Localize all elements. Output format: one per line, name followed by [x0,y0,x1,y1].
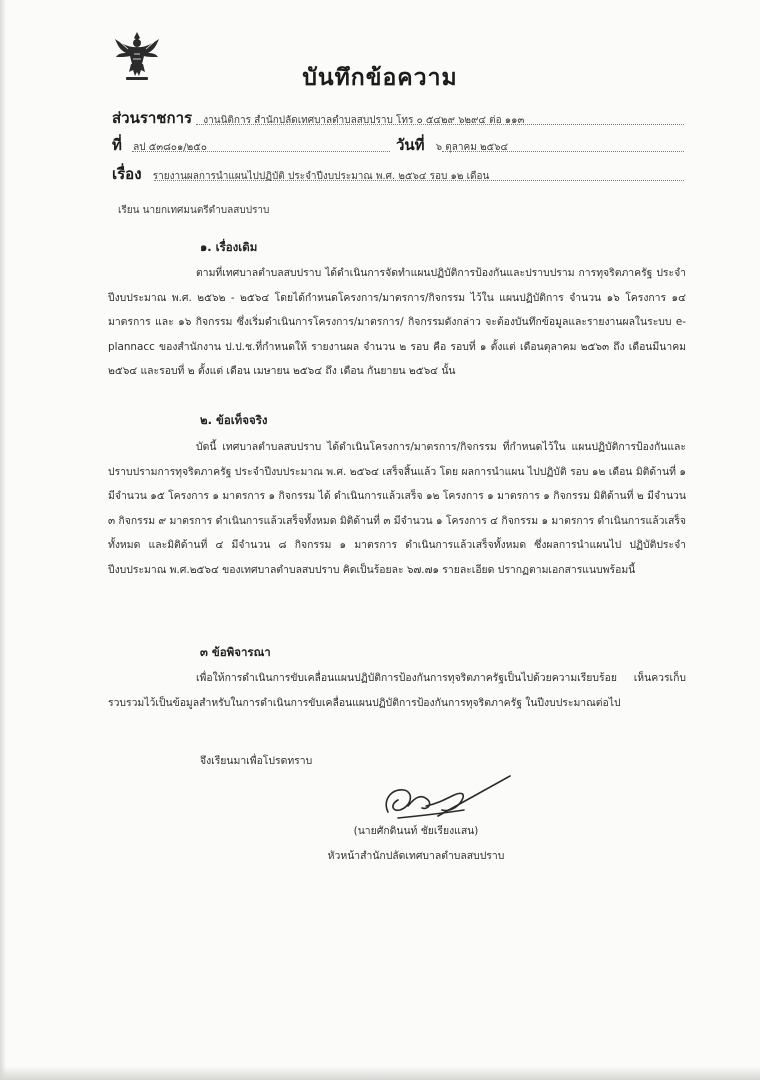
paragraph-line: บัดนี้ เทศบาลตำบลสบปราบ ได้ดำเนินโครงการ/มาตรการ/กิจกรรม ที่กำหนดไว้ใน [196,441,566,453]
paragraph-line: เห็นควรเก็บรวบรวมไว้เป็นข้อมูลสำหรับในการดำเนินการขับเคลื่อนแผนปฏิบัติการป้องกันการทุจริตภาครัฐ [108,672,686,709]
agency-underline [196,124,684,125]
recipient-line: เรียน นายกเทศมนตรีตำบลสบปราบ [118,205,270,216]
section-heading-facts: ๒. ข้อเท็จจริง [200,413,268,427]
scan-bottom-edge [0,1066,760,1080]
date-label: วันที่ [396,136,425,154]
agency-label: ส่วนราชการ [112,109,193,127]
date-underline [442,151,684,152]
paragraph-line: ผลการนำแผน ไปปฏิบัติ รอบ ๑๒ เดือน มิติด้านที่ ๑ มีจำนวน ๑๕ โครงการ ๑ มาตรการ ๑ กิจกรรม ได้ [108,465,686,502]
agency-value: งานนิติการ สำนักปลัดเทศบาลตำบลสบปราบ โทร ๐ ๕๔๒๙ ๖๒๙๔ ต่อ ๑๑๓ [203,115,525,126]
paragraph-line: การทุจริตภาครัฐ ประจำปีงบประมาณ พ.ศ. ๒๕๖๒ - ๒๕๖๔ โดยได้กำหนดโครงการ/มาตรการ/กิจกรรม ไว้ใน [108,267,687,304]
reference-label: ที่ [112,136,122,154]
paragraph-line: ตั้งแต่ เดือน เมษายน ๒๕๖๔ ถึง เดือน กันยายน ๒๕๖๔ นั้น [197,365,456,377]
section-heading-consideration: ๓ ข้อพิจารณา [200,645,271,659]
handwritten-signature [378,770,518,830]
subject-row [112,162,489,186]
reference-value: ลป ๕๓๘๐๑/๒๕๐ [133,142,207,153]
section-background-body [108,261,686,384]
paragraph-line: ปฏิบัติประจำปีงบประมาณ พ.ศ.๒๕๖๔ ของเทศบาลตำบลสบปราบ คิดเป็นร้อยละ ๖๗.๗๑ รายละเอียด [108,539,687,576]
subject-underline [154,180,684,181]
date-row [396,133,508,157]
paragraph-line: เพื่อให้การดำเนินการขับเคลื่อนแผนปฏิบัติการป้องกันการทุจริตภาครัฐเป็นไปด้วยความเรียบร้อย [196,672,617,684]
paragraph-line: กิจกรรมดังกล่าว จะต้องบันทึกข้อมูลและรายงานผลในระบบ e-plannacc ของสำนักงาน ป.ป.ช.ที่กำหนดให้ [108,316,686,353]
paragraph-line: ในปีงบประมาณต่อไป [525,696,621,709]
subject-label: เรื่อง [112,165,142,183]
signatory-name: (นายศักดินนท์ ชัยเรียงแสน) [353,825,479,837]
paragraph-line: แผนปฏิบัติการป้องกันและปราบปรามการทุจริตภาครัฐ ประจำปีงบประมาณ พ.ศ. ๒๕๖๔ เสร็จสิ้นแล้ว โดย [108,441,686,478]
section-heading-background: ๑. เรื่องเดิม [200,240,258,254]
paragraph-line: ดำเนินการแล้วเสร็จทั้งหมด มิติด้านที่ ๓ มีจำนวน ๑ โครงการ ๔ กิจกรรม ๑ มาตรการ ดำเนินการแล้วเสร็จ [215,514,687,527]
paragraph-line: ตามที่เทศบาลตำบลสบปราบ ได้ดำเนินการจัดทำแผนปฏิบัติการป้องกันและปราบปราม [196,267,575,279]
subject-value: รายงานผลการนำแผนไปปฏิบัติ ประจำปีงบประมาณ พ.ศ. ๒๕๖๔ รอบ ๑๒ เดือน [152,171,490,182]
paragraph-line: ทั้งหมด และมิติด้านที่ ๔ มีจำนวน ๘ กิจกรรม ๑ มาตรการ ดำเนินการแล้วเสร็จทั้งหมด ซึ่งผลการนำแผนไป [108,539,622,551]
agency-row [112,106,524,130]
signatory-position: หัวหน้าสำนักปลัดเทศบาลตำบลสบปราบ [327,850,505,862]
closing-line: จึงเรียนมาเพื่อโปรดทราบ [200,755,313,767]
reference-row [112,133,207,157]
date-value: ๖ ตุลาคม ๒๕๖๔ [435,142,509,153]
paragraph-line: แผนปฏิบัติการ จำนวน ๑๖ โครงการ ๑๔ มาตรการ และ ๑๖ กิจกรรม ซึ่งเริ่มดำเนินการโครงการ/มาตรการ/ [108,291,686,328]
scan-edge-shadow [0,0,6,1080]
paragraph-line: ดำเนินการแล้วเสร็จ ๑๒ โครงการ ๑ มาตรการ ๑ กิจกรรม มิติด้านที่ ๒ มีจำนวน ๓ กิจกรรม ๙ มาตรการ [108,490,686,527]
section-consideration-body [108,666,686,715]
paragraph-line: ปรากฏตามเอกสารแนบพร้อมนี้ [497,563,636,576]
document-title: บันทึกข้อความ [302,65,458,91]
reference-underline [132,151,390,152]
paragraph-line: รายงานผล จำนวน ๒ รอบ คือ รอบที่ ๑ ตั้งแต่ เดือนตุลาคม ๒๕๖๓ ถึง เดือนมีนาคม ๒๕๖๔ และรอบที่ ๒ [108,340,686,377]
section-facts-body [108,435,686,582]
